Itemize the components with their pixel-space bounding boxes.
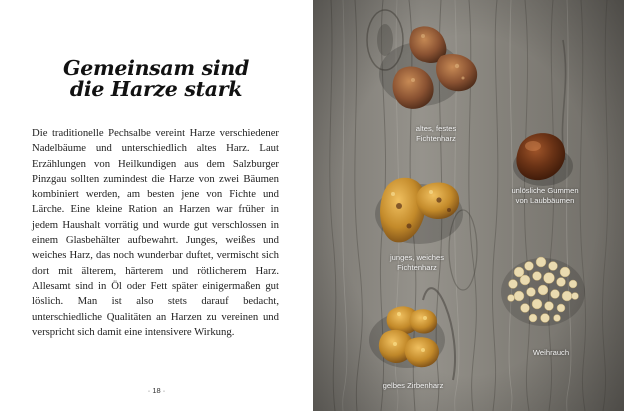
- label-old-spruce-resin-line1: altes, festes: [415, 124, 457, 133]
- label-frankincense-line1: Weihrauch: [532, 348, 570, 357]
- page-title: [40, 58, 272, 100]
- title-line-1: Gemeinsam sind: [63, 56, 249, 80]
- label-young-spruce-resin-line2: Fichtenharz: [397, 263, 437, 272]
- body-paragraph: Die traditionelle Pechsalbe vereint Harze verschiedener Nadelbäume und unterschiedlich altes Harz. Laut Erzählungen von Heilkundigen aus dem Salzburger Pinzgau sollten zumindest die Harze von zwei Bäumen kombiniert werden, am besten jene von Fichte und Lärche. Eine kleine Ration an Harzen war früher in jedem Haushalt vorrätig und wurde gut verschlossen in einem Glasbehälter aufbewahrt. Junges, weißes und weiches Harz, das noch wunderbar duftet, vermischt sich dort mit älterem, härterem und rötlicherem Harz. Allesamt sind in Öl oder Fett später einigermaßen gut löslich. Man ist also stets darauf bedacht, unterschiedliche Qualitäten an Harzen zu vereinen und verspricht sich damit eine intensivere Wirkung.: [32, 127, 279, 338]
- label-frankincense: [503, 348, 599, 358]
- page-number: · 18 ·: [147, 386, 166, 395]
- label-gum-deciduous-line1: unlösliche Gummen: [511, 186, 579, 195]
- resin-photo: [313, 0, 624, 411]
- label-stone-pine-resin-line1: gelbes Zirbenharz: [382, 381, 444, 390]
- title-line-2: die Harze stark: [69, 77, 243, 101]
- label-old-spruce-resin: [391, 124, 481, 144]
- label-young-spruce-resin-line1: junges, weiches: [389, 253, 445, 262]
- label-gum-deciduous: [495, 186, 595, 206]
- label-stone-pine-resin: [363, 381, 463, 391]
- label-gum-deciduous-line2: von Laubbäumen: [515, 196, 575, 205]
- label-old-spruce-resin-line2: Fichtenharz: [416, 134, 456, 143]
- label-young-spruce-resin: [367, 253, 467, 273]
